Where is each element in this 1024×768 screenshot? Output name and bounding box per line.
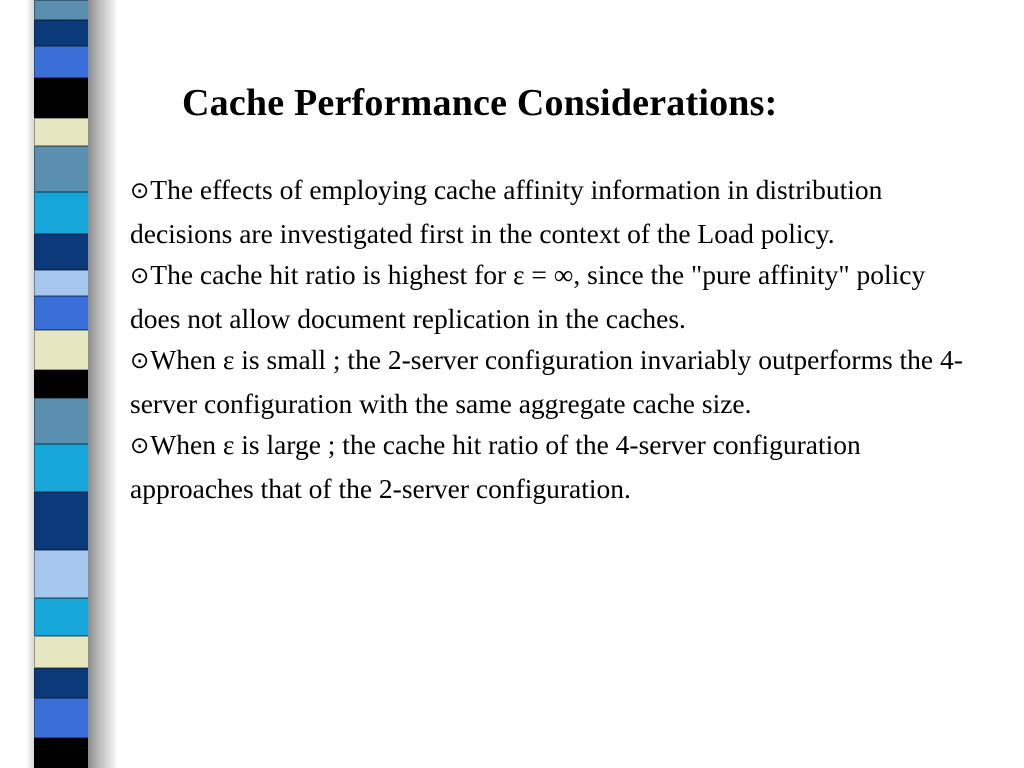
bullet-item — [130, 339, 980, 424]
bullet-item — [130, 254, 980, 339]
bullet-text: The effects of employing cache affinity information in distribution decisions are investigated first in the context of the Load policy. — [130, 174, 883, 249]
bullet-text: When ε is large ; the cache hit ratio of the 4-server configuration approaches that of the 2-server configuration. — [130, 429, 861, 504]
slide-body — [130, 169, 980, 509]
bullet-item — [130, 169, 980, 254]
bullet-marker-icon: ⊙ — [130, 263, 150, 289]
bullet-marker-icon: ⊙ — [130, 348, 150, 374]
bullet-text: The cache hit ratio is highest for ε = ∞, since the "pure affinity" policy does not allow document replication in the caches. — [130, 259, 926, 334]
slide-title: Cache Performance Considerations: — [182, 82, 778, 124]
bullet-marker-icon: ⊙ — [130, 433, 150, 459]
bullet-marker-icon: ⊙ — [130, 178, 150, 204]
bullet-text: When ε is small ; the 2-server configuration invariably outperforms the 4-server configuration with the same aggregate cache size. — [130, 344, 963, 419]
stripe-shadow — [88, 0, 118, 768]
bullet-item — [130, 424, 980, 509]
